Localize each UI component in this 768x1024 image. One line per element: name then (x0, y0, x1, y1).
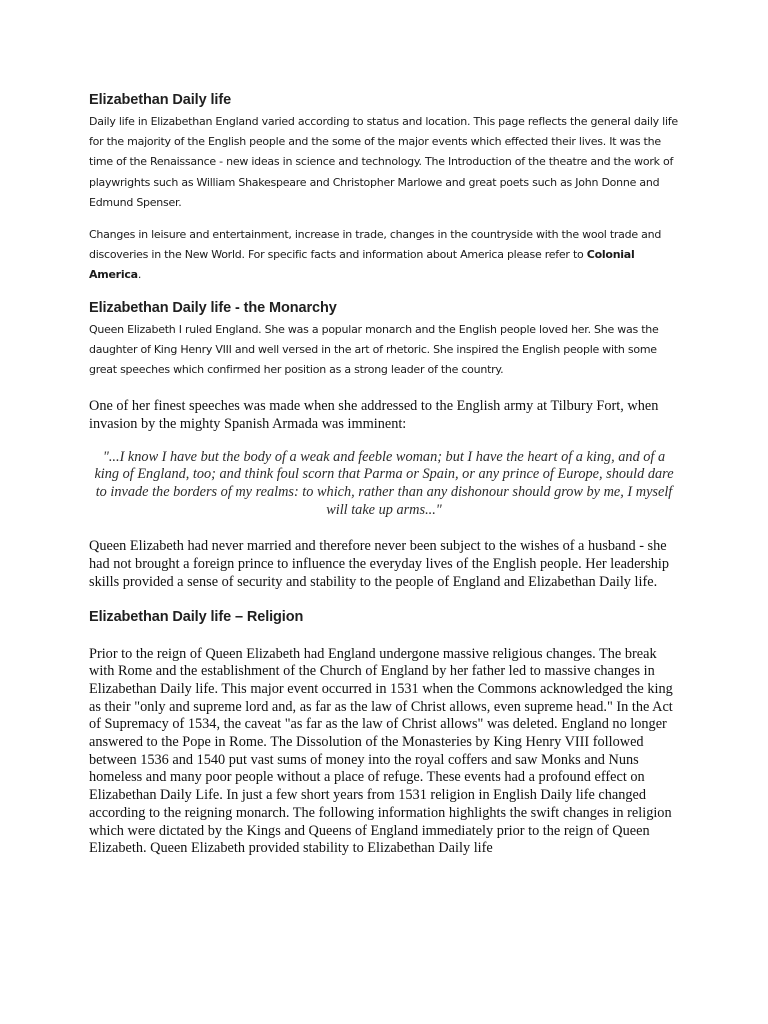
intro-paragraph-2-end: . (137, 268, 142, 282)
colonial-america-link[interactable]: Colonial America (89, 248, 635, 282)
document-page (89, 92, 679, 858)
tilbury-speech-quote: "...I know I have but the body of a weak and feeble woman; but I have the heart of a king, and of a king of England, too; and think foul scorn that Parma or Spain, or any prince of Europe, should dare to invade the borders of my realms: to which, rather than any dishonour should grow by me, I myself will take up arms..." (94, 448, 674, 518)
monarchy-paragraph-3: Queen Elizabeth had never married and therefore never been subject to the wishes of a husband - she had not brought a foreign prince to influence the everyday lives of the English people. Her leadership skills provided a sense of security and stability to the people of England and Elizabethan Daily life. (89, 538, 670, 590)
monarchy-paragraph-2: One of her finest speeches was made when she addressed to the English army at Tilbury Fort, when invasion by the mighty Spanish Armada was imminent: (89, 398, 659, 432)
section-heading-religion: Elizabethan Daily life – Religion (89, 608, 304, 625)
intro-paragraph-2-text: Changes in leisure and entertainment, increase in trade, changes in the countryside with the wool trade and discoveries in the New World. For specific facts and information about America please refer to (89, 228, 662, 262)
intro-paragraph-2 (89, 225, 679, 286)
section-heading-intro: Elizabethan Daily life (89, 92, 232, 108)
section-heading-monarchy: Elizabethan Daily life - the Monarchy (89, 299, 337, 316)
monarchy-paragraph-1: Queen Elizabeth I ruled England. She was a popular monarch and the English people loved her. She was the daughter of King Henry VIII and well versed in the art of rhetoric. She inspired the English people with some great speeches which confirmed her position as a strong leader of the country. (89, 322, 659, 377)
intro-paragraph-1: Daily life in Elizabethan England varied according to status and location. This page reflects the general daily life for the majority of the English people and the some of the major events which effected their lives. It was the time of the Renaissance - new ideas in science and technology. The Introduction of the theatre and the work of playwrights such as William Shakespeare and Christopher Marlowe and great poets such as John Donne and Edmund Spenser. (89, 115, 678, 209)
religion-paragraph-1: Prior to the reign of Queen Elizabeth had England undergone massive religious changes. The break with Rome and the establishment of the Church of England by her father led to massive changes in Elizabethan Daily life. This major event occurred in 1531 when the Commons acknowledged the king as their "only and supreme lord and, as far as the law of Christ allows, even supreme head." In the Act of Supremacy of 1534, the caveat "as far as the law of Christ allows" was deleted. England no longer answered to the Pope in Rome. The Dissolution of the Monasteries by King Henry VIII followed between 1536 and 1540 put vast sums of money into the royal coffers and saw Monks and Nuns homeless and many poor people without a place of refuge. These events had a profound effect on Elizabethan Daily Life. In just a few short years from 1531 religion in English Daily life changed according to the reigning monarch. The following information highlights the swift changes in religion which were dictated by the Kings and Queens of England immediately prior to the reign of Queen Elizabeth. Queen Elizabeth provided stability to Elizabethan Daily life (89, 645, 673, 857)
